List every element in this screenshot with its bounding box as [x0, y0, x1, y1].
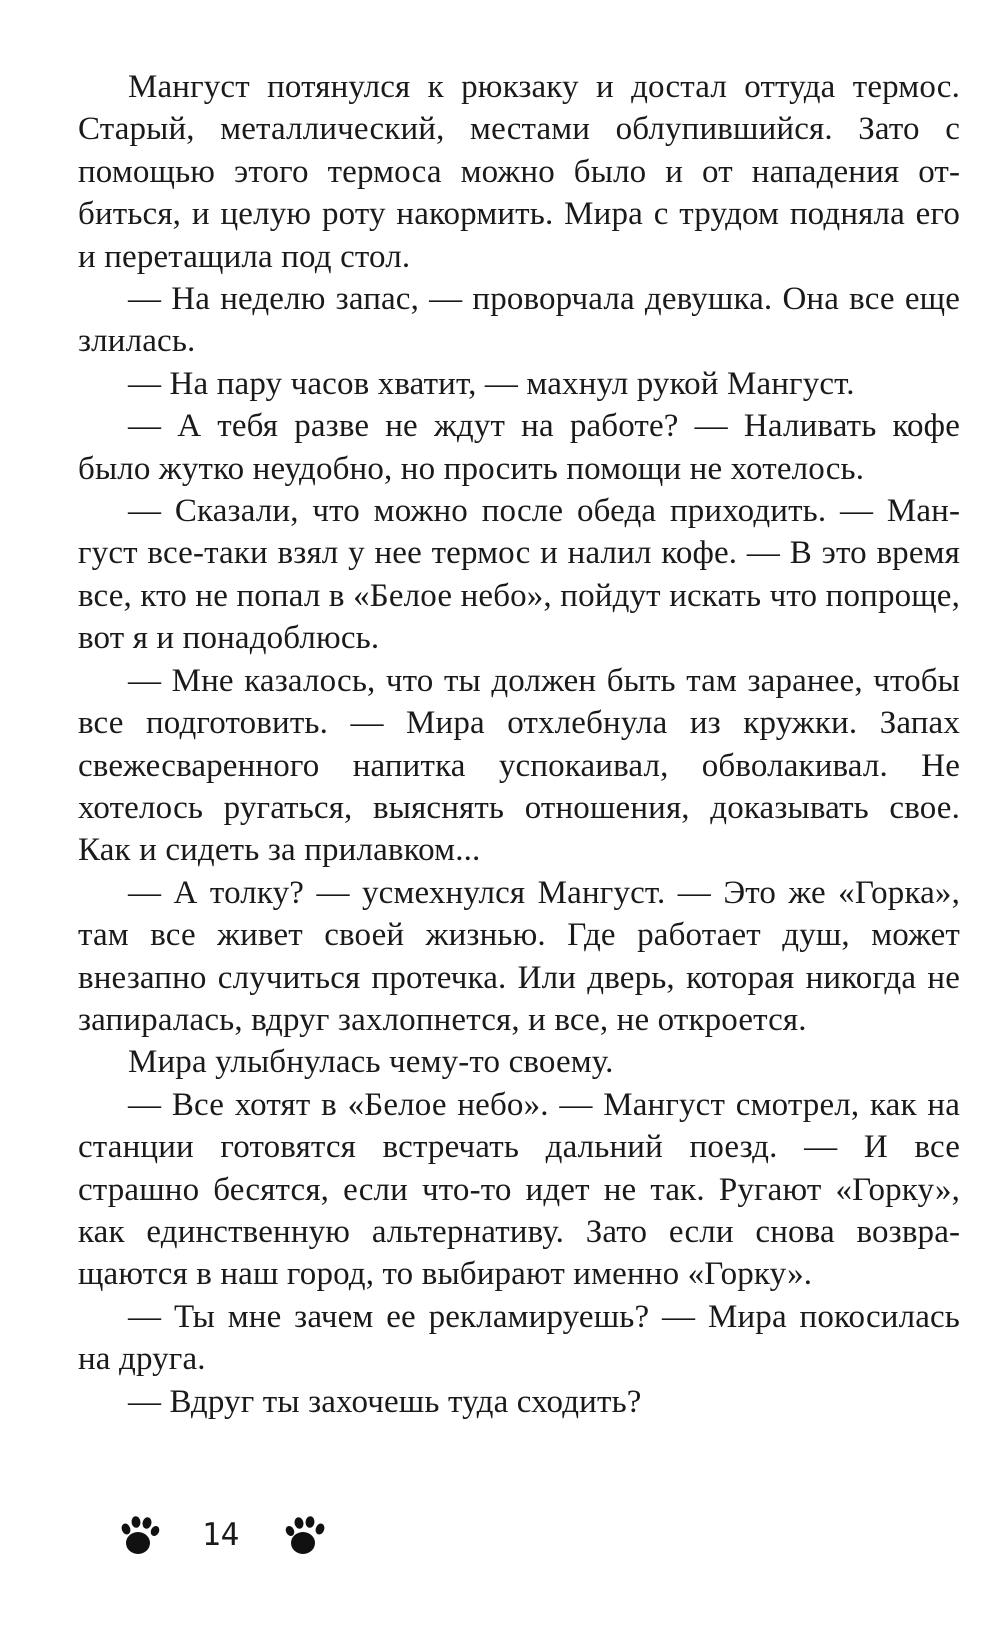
paw-print-icon — [118, 1511, 166, 1559]
page-number: 14 — [202, 1517, 240, 1553]
paragraph-4: — А тебя разве не ждут на работе? — Наливать кофе было жутко неудобно, но просить помощи не хотелось. — [78, 408, 960, 487]
paragraph-5: — Сказали, что можно после обеда приходить. — Мангуст все-таки взял у нее термос и налил кофе. — В это время все, кто не попал в «Белое небо», пойдут искать что попроще, вот я и понадоблюсь. — [78, 493, 960, 657]
paragraph-2: — На неделю запас, — проворчала девушка. Она все еще злилась. — [78, 281, 960, 360]
page-footer — [118, 1507, 329, 1563]
page-body — [78, 66, 960, 1423]
paragraph-6: — Мне казалось, что ты должен быть там заранее, чтобы все подготовить. — Мира отхлебнула из кружки. Запах свежесваренного напитка успокаивал, обволакивал. Не хотелось ругаться, выяснять отношения, доказывать свое. Как и сидеть за прилавком... — [78, 662, 960, 869]
paragraph-1: Мангуст потянулся к рюкзаку и достал оттуда термос. Старый, металлический, местами облупившийся. Зато с помощью этого термоса можно было и от нападения отбиться, и целую роту накормить. Мира с трудом подняла его и перетащила под стол. — [78, 69, 960, 275]
paragraph-10: — Ты мне зачем ее рекламируешь? — Мира покосилась на друга. — [78, 1298, 960, 1378]
paragraph-3: — На пару часов хватит, — махнул рукой Мангуст. — [128, 365, 855, 402]
paragraph-11: — Вдруг ты захочешь туда сходить? — [128, 1383, 642, 1420]
paw-print-icon — [281, 1511, 329, 1559]
paragraph-9: — Все хотят в «Белое небо». — Мангуст смотрел, как на станции готовятся встречать дальний поезд. — И все страшно бесятся, если что-то идет не так. Ругают «Горку», как единственную альтернативу. Зато если снова возвращаются в наш город, то выбирают именно «Горку». — [78, 1086, 960, 1293]
paragraph-7: — А толку? — усмехнулся Мангуст. — Это же «Горка», там все живет своей жизнью. Где работает душ, может внезапно случиться протечка. Или дверь, которая никогда не запиралась, вдруг захлопнется, и все, не откроется. — [78, 874, 960, 1038]
paragraph-8: Мира улыбнулась чему-то своему. — [128, 1044, 614, 1081]
